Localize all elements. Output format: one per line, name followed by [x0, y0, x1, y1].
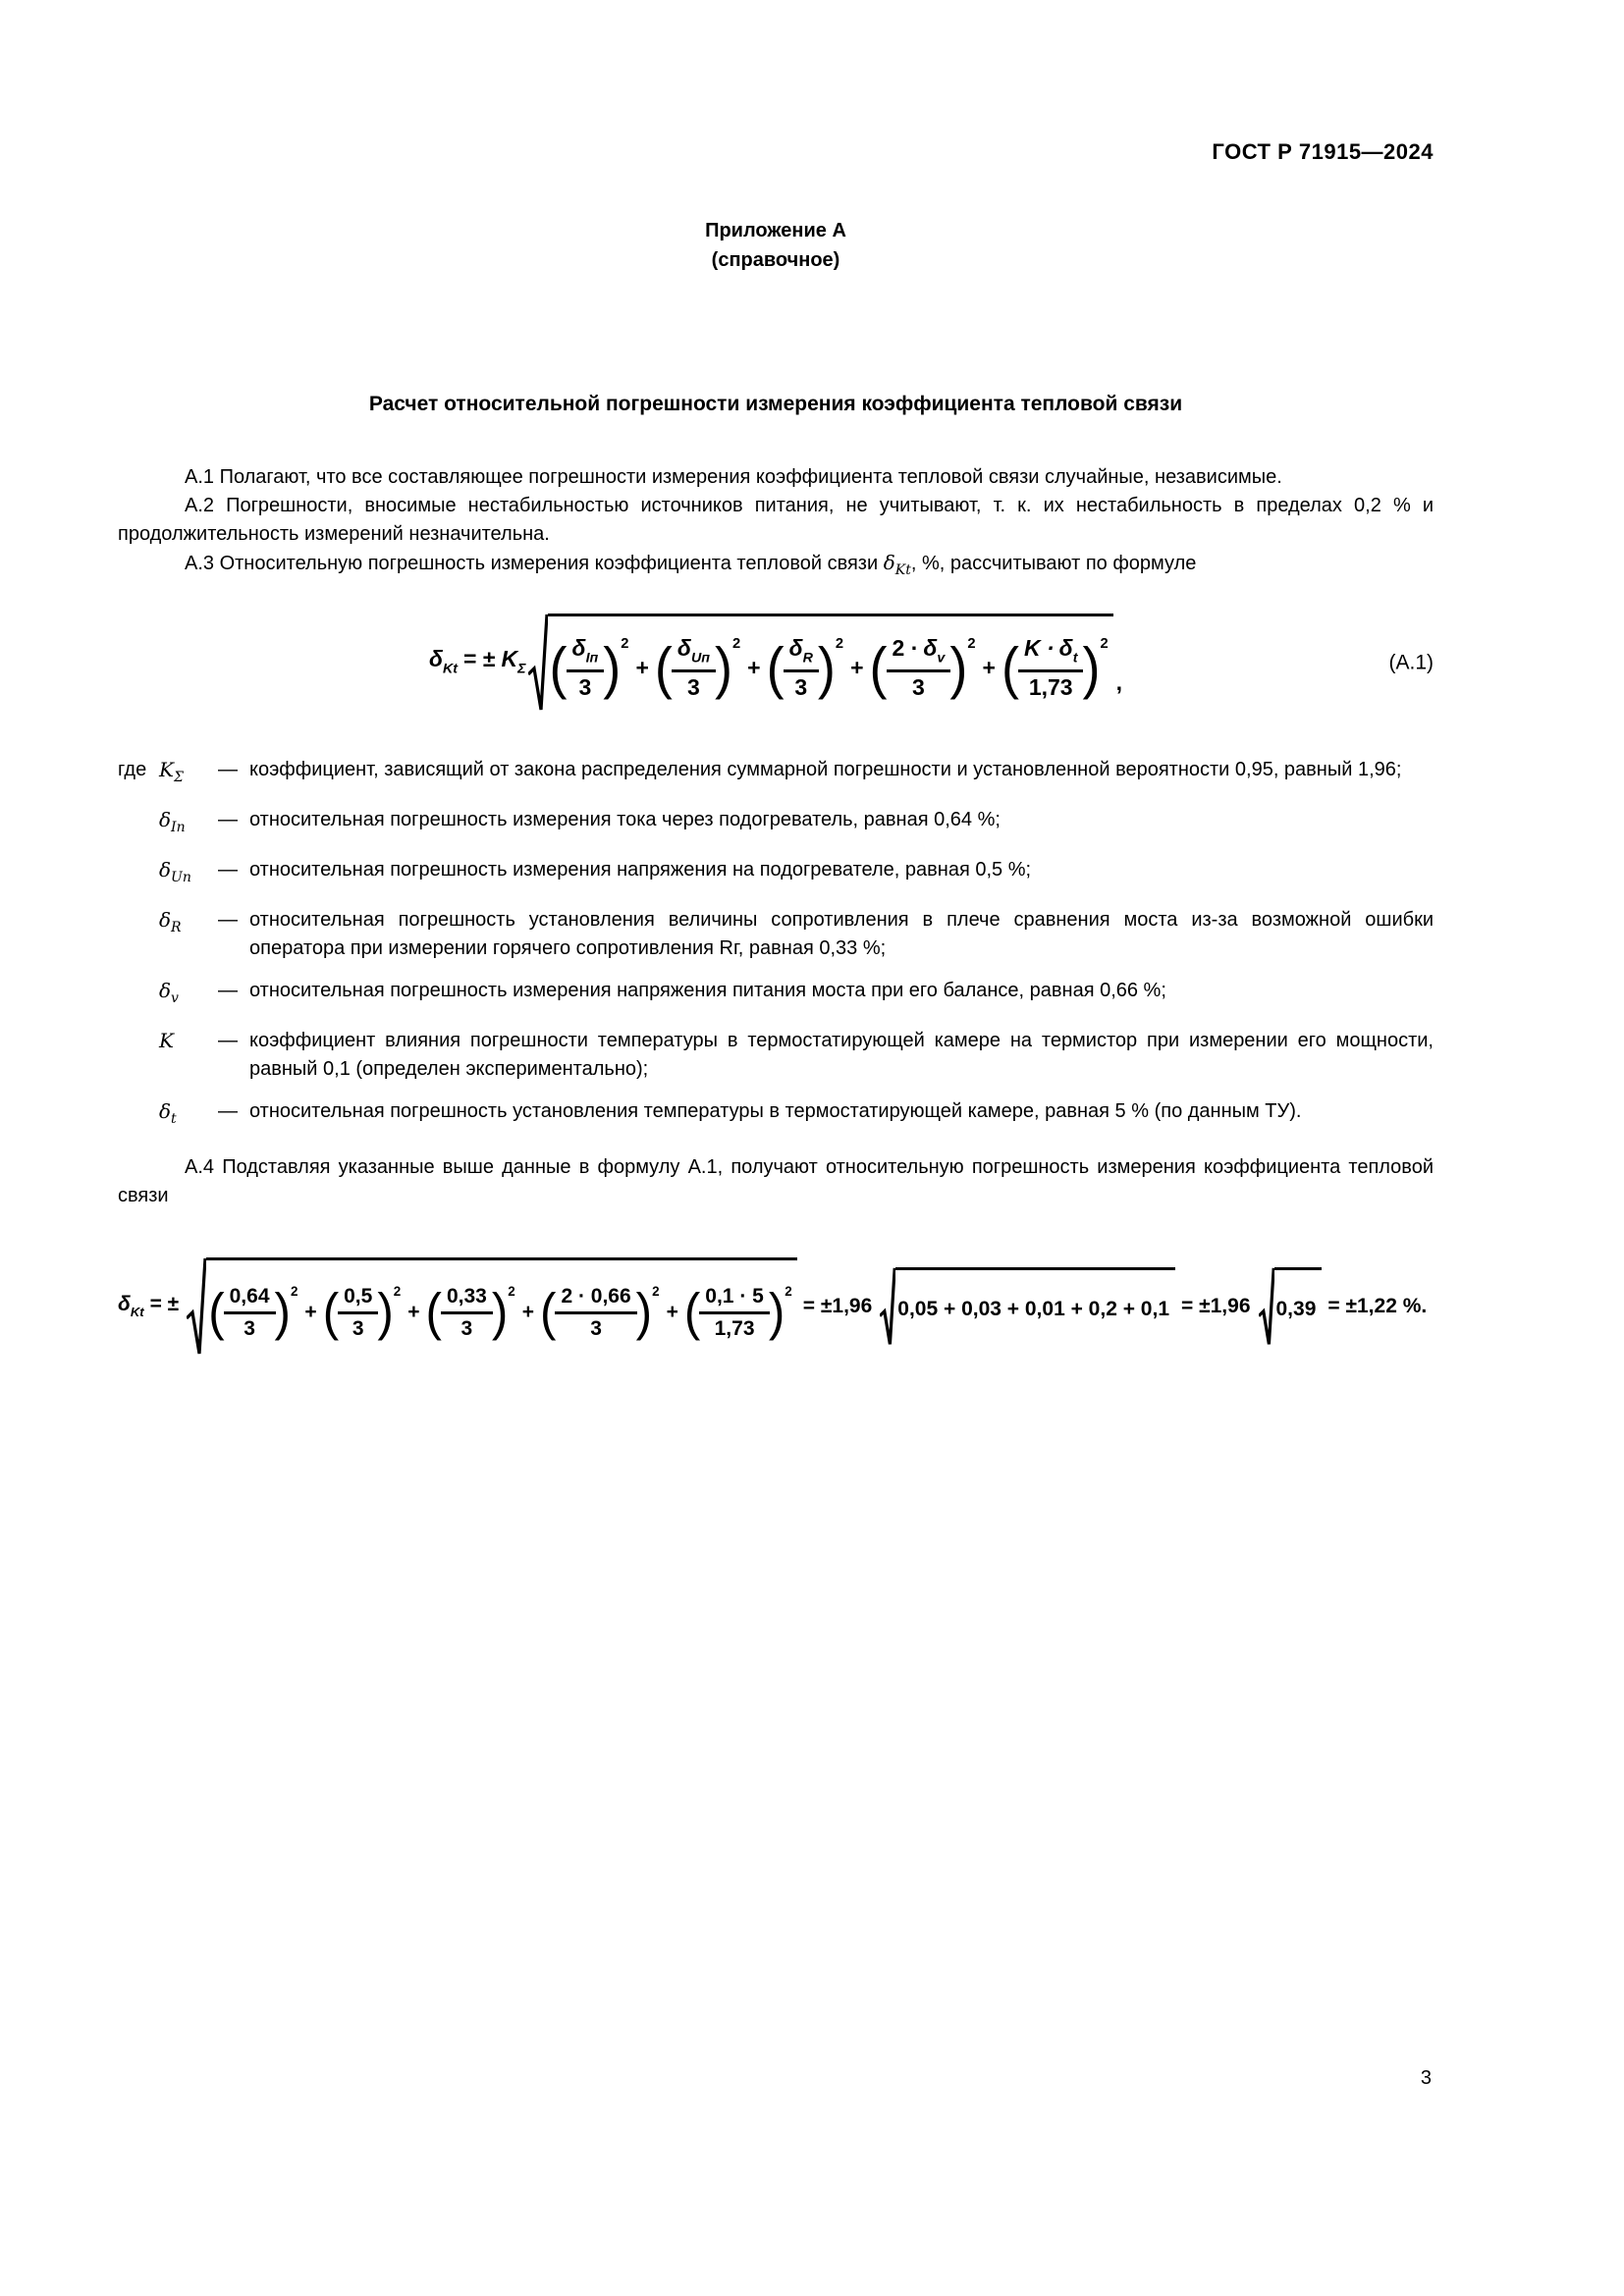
- symbol-base: δ: [159, 908, 172, 932]
- definition-intro: [118, 906, 159, 963]
- definition-text: относительная погрешность установления температуры в термостатирующей камере, равная 5 % (по данным ТУ).: [249, 1100, 1302, 1122]
- term-subscript: v: [937, 650, 946, 667]
- term-denominator: 3: [590, 1316, 602, 1340]
- formula-term: ( $\frac{0,33}{3}$ ) 2: [425, 1282, 515, 1342]
- radical-sign-icon: [880, 1267, 895, 1346]
- term-base: δ: [1058, 635, 1073, 662]
- definition-text: относительная погрешность измерения напряжения на подогревателе, равная 0,5 %;: [249, 859, 1032, 881]
- formula-term: ( $\frac{\delta_R}{3}$ ) 2: [766, 635, 844, 701]
- formula-term: ( $\frac{0,64}{3}$ ) 2: [208, 1282, 298, 1342]
- term-subscript: t: [1072, 650, 1078, 667]
- delta-symbol: δ: [118, 1293, 131, 1316]
- term-denominator: 3: [460, 1316, 473, 1340]
- definition-symbol: [159, 1097, 218, 1134]
- definition-dash: —: [218, 809, 238, 830]
- formula-term: ( $\frac{\delta_{Uп}}{3}$ ) 2: [654, 635, 741, 701]
- trailing-comma: ,: [1115, 668, 1123, 695]
- plus-operator: +: [747, 655, 761, 681]
- symbol-base: δ: [159, 979, 172, 1002]
- exponent-2: 2: [785, 1284, 792, 1300]
- equals-coefficient: = ±1,96: [802, 1295, 873, 1318]
- equals-coefficient: = ±1,96: [1181, 1295, 1251, 1318]
- radicand-value: 0,39: [1274, 1267, 1323, 1346]
- definition-text: относительная погрешность измерения напряжения питания моста при его балансе, равная 0,66 %;: [249, 980, 1166, 1001]
- paragraph-a2: А.2 Погрешности, вносимые нестабильностью источников питания, не учитывают, т. к. их нестабильность в пределах 0,2 % и продолжительность измерений незначительна.: [118, 495, 1434, 545]
- term-base: δ: [677, 635, 691, 662]
- plus-operator: +: [521, 1301, 535, 1324]
- definition-intro: [118, 1097, 159, 1134]
- equals-plusminus: = ±: [149, 1293, 180, 1316]
- definition-symbol: [159, 977, 218, 1013]
- radical-sign-icon: [528, 614, 548, 712]
- paragraph-a4: А.4 Подставляя указанные выше данные в формулу А.1, получают относительную погрешность измерения коэффициента тепловой связи: [118, 1156, 1434, 1206]
- section-title: Расчет относительной погрешности измерения коэффициента тепловой связи: [368, 393, 1183, 415]
- paragraph-a3-text-after: , %, рассчитывают по формуле: [910, 553, 1197, 574]
- term-base: δ: [571, 635, 586, 662]
- definition-dash: —: [218, 1030, 238, 1051]
- definition-dash: —: [218, 1100, 238, 1122]
- symbol-base: δ: [159, 1099, 172, 1123]
- definition-symbol: [159, 806, 218, 842]
- definition-text: коэффициент, зависящий от закона распределения суммарной погрешности и установленной вероятности 0,95, равный 1,96;: [249, 759, 1402, 780]
- term-denominator: 3: [912, 674, 925, 701]
- definition-row: [118, 806, 1434, 842]
- plus-operator: +: [407, 1301, 420, 1324]
- definition-dash: —: [218, 909, 238, 931]
- definition-text: относительная погрешность установления величины сопротивления в плече сравнения моста из-за возможной ошибки оператора при измерении горячего сопротивления Rг, равная 0,33 %;: [249, 909, 1434, 959]
- term-numerator: 0,5: [338, 1285, 378, 1313]
- term-prefix: K ·: [1023, 635, 1055, 662]
- term-denominator: 3: [578, 674, 592, 701]
- definition-intro: [118, 977, 159, 1013]
- definition-row: [118, 856, 1434, 892]
- exponent-2: 2: [967, 636, 976, 653]
- formula-a1-label: (А.1): [1388, 651, 1434, 674]
- radical-sign-icon: [187, 1257, 206, 1356]
- plus-operator: +: [850, 655, 864, 681]
- radicand: [548, 614, 1113, 712]
- square-root-small: [1259, 1267, 1323, 1346]
- k-sigma-coefficient: K: [501, 646, 518, 672]
- formula-a1-lhs: [429, 647, 526, 677]
- term-numerator: 0,33: [441, 1285, 493, 1313]
- exponent-2: 2: [835, 636, 844, 653]
- term-base: δ: [923, 635, 938, 662]
- square-root: [187, 1257, 797, 1356]
- definition-intro: [118, 1027, 159, 1084]
- appendix-type: (справочное): [711, 249, 840, 271]
- formula-term: ( $\frac{\delta_{Iп}}{3}$ ) 2: [549, 635, 629, 701]
- term-base: δ: [788, 635, 803, 662]
- term-subscript: Uп: [690, 650, 710, 667]
- exponent-2: 2: [1100, 636, 1109, 653]
- page-number: 3: [1420, 2067, 1432, 2089]
- formula-a1: [118, 605, 1434, 721]
- plus-operator: +: [635, 655, 649, 681]
- term-denominator: 3: [244, 1316, 255, 1340]
- definition-row: [118, 756, 1434, 792]
- exponent-2: 2: [508, 1284, 515, 1300]
- formula-term: ( $\frac{K \cdot \delta_t}{1,73}$ ) 2: [1001, 635, 1109, 701]
- symbol-subscript: v: [171, 990, 179, 1006]
- definition-row: [118, 977, 1434, 1013]
- plus-operator: +: [304, 1301, 317, 1324]
- exponent-2: 2: [621, 636, 629, 653]
- definition-row: [118, 1027, 1434, 1084]
- term-numerator: 0,1 · 5: [699, 1285, 770, 1313]
- definition-row: [118, 906, 1434, 963]
- term-denominator: 1,73: [714, 1316, 755, 1340]
- formula-a4: [118, 1257, 1434, 1356]
- symbol-base: K: [159, 1029, 174, 1052]
- delta-symbol: δ: [428, 646, 443, 672]
- appendix-title: Приложение А: [705, 220, 846, 241]
- term-denominator: 1,73: [1028, 674, 1073, 701]
- exponent-2: 2: [731, 636, 741, 653]
- radical-sign-icon: [1259, 1267, 1274, 1346]
- plus-operator: +: [666, 1301, 678, 1324]
- exponent-2: 2: [393, 1284, 402, 1300]
- definition-dash: —: [218, 980, 238, 1001]
- square-root-small: [880, 1267, 1175, 1346]
- definition-text: относительная погрешность измерения тока через подогреватель, равная 0,64 %;: [249, 809, 1001, 830]
- sigma-subscript: Σ: [517, 661, 526, 677]
- exponent-2: 2: [290, 1284, 298, 1300]
- definition-dash: —: [218, 759, 238, 780]
- definition-dash: —: [218, 859, 238, 881]
- term-denominator: 3: [687, 674, 700, 701]
- paragraph-a4-wrap: [118, 1153, 1434, 1210]
- paragraph-a1: А.1 Полагают, что все составляющее погрешности измерения коэффициента тепловой связи случайные, независимые.: [185, 466, 1282, 488]
- definition-text: коэффициент влияния погрешности температуры в термостатирующей камере на термистор при измерении его мощности, равный 0,1 (определен экспериментально);: [249, 1030, 1434, 1080]
- term-denominator: 3: [352, 1316, 364, 1340]
- appendix-heading: [118, 216, 1434, 275]
- definition-symbol: [159, 856, 218, 892]
- standard-code-header: ГОСТ Р 71915—2024: [1212, 139, 1434, 164]
- term-numerator: 2 · 0,66: [555, 1285, 636, 1313]
- kt-subscript: Kt: [443, 661, 459, 677]
- kt-subscript: Kt: [130, 1305, 144, 1320]
- definition-intro: [118, 806, 159, 842]
- definition-symbol: [159, 756, 218, 792]
- definition-row: [118, 1097, 1434, 1134]
- term-subscript: Iп: [585, 650, 599, 667]
- definition-symbol: [159, 1027, 218, 1084]
- term-denominator: 3: [794, 674, 808, 701]
- term-numerator: 0,64: [224, 1285, 276, 1313]
- formula-a4-lhs: [118, 1293, 185, 1319]
- symbol-base: δ: [159, 808, 172, 831]
- symbol-base: K: [159, 758, 174, 781]
- formula-term: ( $\frac{2 \cdot 0,66}{3}$ ) 2: [540, 1282, 660, 1342]
- term-subscript: R: [802, 650, 813, 667]
- definition-intro: где: [118, 759, 147, 780]
- body-paragraphs: [118, 463, 1434, 585]
- paragraph-a3-text: А.3 Относительную погрешность измерения коэффициента тепловой связи: [185, 553, 884, 574]
- plus-operator: +: [982, 655, 996, 681]
- delta-kt-inline-subscript: Kt: [894, 562, 911, 578]
- symbol-subscript: Iп: [171, 820, 186, 835]
- symbol-subscript: R: [171, 920, 182, 935]
- page-content: [118, 0, 1434, 1356]
- symbol-subscript: t: [171, 1111, 177, 1127]
- formula-term: ( $\frac{0,5}{3}$ ) 2: [322, 1282, 402, 1342]
- equals-plusminus: = ±: [463, 646, 496, 672]
- definition-symbol: [159, 906, 218, 963]
- symbol-subscript: Σ: [173, 770, 184, 785]
- paragraph-a3: [118, 549, 1434, 585]
- symbol-definitions: [118, 756, 1434, 1134]
- delta-kt-inline-symbol: δ: [883, 551, 895, 574]
- exponent-2: 2: [652, 1284, 660, 1300]
- result-value: = ±1,22 %.: [1327, 1295, 1428, 1318]
- formula-term: ( $\frac{2 \cdot \delta_v}{3}$ ) 2: [869, 635, 976, 701]
- symbol-base: δ: [159, 858, 172, 881]
- radicand: [206, 1257, 797, 1356]
- definition-intro: [118, 856, 159, 892]
- formula-term: ( $\frac{0,1 \cdot 5}{1,73}$ ) 2: [683, 1282, 792, 1342]
- symbol-subscript: Uп: [171, 870, 191, 885]
- term-prefix: 2 ·: [892, 635, 919, 662]
- radicand-sum: 0,05 + 0,03 + 0,01 + 0,2 + 0,1: [895, 1267, 1175, 1346]
- square-root: [528, 614, 1113, 712]
